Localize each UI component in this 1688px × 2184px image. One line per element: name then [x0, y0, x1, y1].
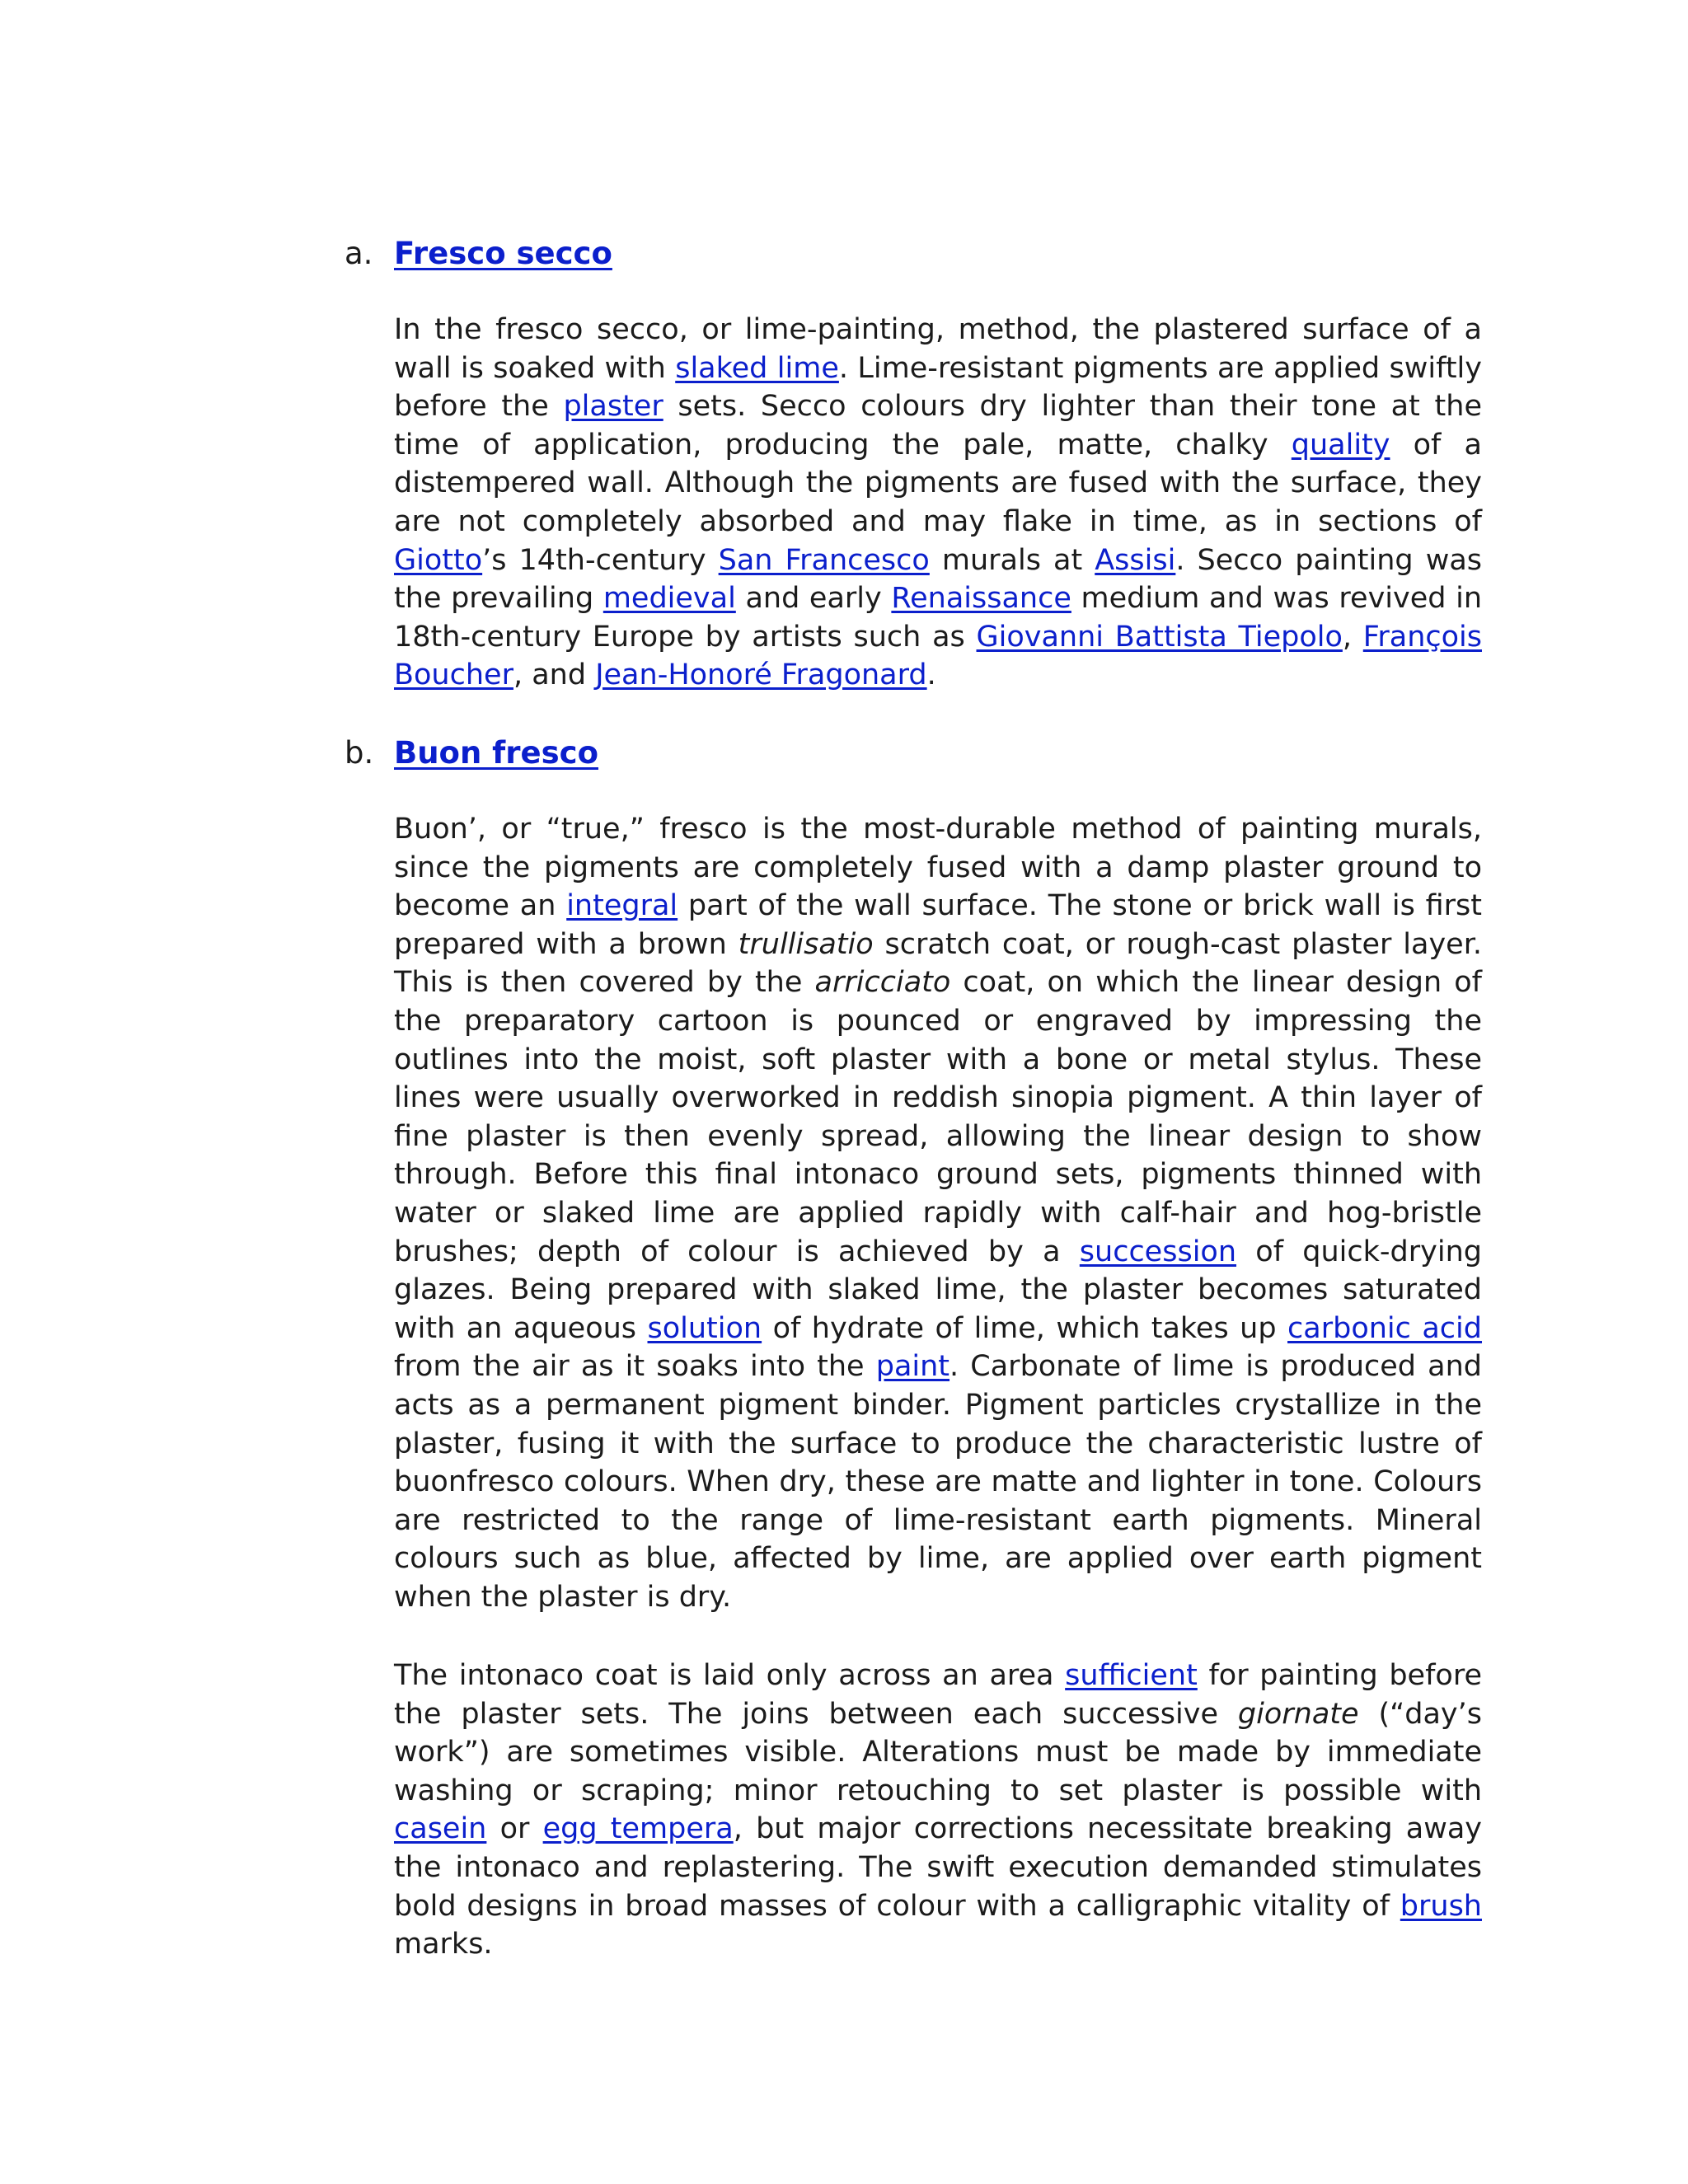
text-run: and early [735, 582, 892, 616]
list-marker: b. [345, 735, 374, 771]
text-run: , [1342, 620, 1363, 654]
text-run: . Secco painting was the prevailing [394, 543, 1483, 616]
text-run: of quick-drying glazes. Being prepared with slaked lime, the plaster becomes saturated with an aqueous [394, 1235, 1482, 1345]
inline-link[interactable]: Jean-Honoré Fragonard [595, 658, 927, 692]
text-run: In the fresco secco, or lime-painting, method, the plastered surface of a wall is soaked with [394, 313, 1482, 385]
heading-link-buon-fresco[interactable]: Buon fresco [394, 735, 598, 771]
text-run: . Lime-resistant pigments are applied swiftly before the [394, 351, 1482, 424]
inline-link[interactable]: medieval [603, 582, 736, 616]
inline-link[interactable]: Giovanni Battista Tiepolo [976, 620, 1343, 654]
italic-term: giornate [1237, 1697, 1359, 1731]
text-run: of hydrate of lime, which takes up [762, 1311, 1288, 1345]
text-run: coat, on which the linear design of the preparatory cartoon is pounced or engraved by impressing the outlines into the moist, soft plaster with a bone or metal stylus. These lines were usually overworked in reddish sinopia pigment. A thin layer of fine plaster is then evenly spread, allowing the linear design to show through. Before this final intonaco ground sets, pigments thinned with water or slaked lime are applied rapidly with calf-hair and hog-bristle brushes; depth of colour is achieved by a [394, 966, 1483, 1268]
text-run: marks. [394, 1928, 493, 1961]
list-marker: a. [345, 236, 373, 271]
paragraph-buon-fresco-1 [394, 810, 1482, 1616]
heading-link-fresco-secco[interactable]: Fresco secco [394, 236, 612, 271]
inline-link[interactable]: casein [394, 1812, 487, 1846]
text-run: scratch coat, or rough-cast plaster layer. This is then covered by the [394, 927, 1483, 1000]
text-run: ’s 14th-century [482, 543, 719, 577]
paragraph-fresco-secco [394, 311, 1482, 695]
text-run: of a distempered wall. Although the pigments are fused with the surface, they are not completely absorbed and may flake in time, as in sections of [394, 428, 1482, 538]
text-run: from the air as it soaks into the [394, 1350, 876, 1384]
inline-link[interactable]: François Boucher [394, 620, 1482, 692]
italic-term: trullisatio [738, 927, 874, 961]
text-run: , and [513, 658, 596, 692]
text-run: sets. Secco colours dry lighter than their tone at the time of application, producing the pale, matte, chalky [394, 390, 1482, 462]
inline-link[interactable]: integral [566, 889, 678, 923]
text-run: . [926, 658, 936, 692]
text-run: The intonaco coat is laid only across an area [394, 1659, 1066, 1692]
inline-link[interactable]: San Francesco [718, 543, 930, 577]
inline-link[interactable]: paint [875, 1350, 950, 1384]
inline-link[interactable]: quality [1291, 428, 1390, 462]
inline-link[interactable]: Assisi [1095, 543, 1176, 577]
paragraph-buon-fresco-2 [394, 1657, 1482, 1964]
inline-link[interactable]: solution [647, 1311, 762, 1345]
inline-link[interactable]: Renaissance [891, 582, 1071, 616]
inline-link[interactable]: slaked lime [675, 351, 839, 385]
inline-link[interactable]: brush [1400, 1889, 1482, 1923]
inline-link[interactable]: carbonic acid [1287, 1311, 1482, 1345]
text-run: , but major corrections necessitate breaking away the intonaco and replastering. The swift execution demanded stimulates bold designs in broad masses of colour with a calligraphic vitality of [394, 1812, 1482, 1923]
text-run: part of the wall surface. The stone or brick wall is first prepared with a brown [394, 889, 1482, 961]
inline-link[interactable]: egg tempera [542, 1812, 734, 1846]
text-run: or [486, 1812, 543, 1846]
italic-term: arricciato [814, 966, 951, 1000]
text-run: (“day’s work”) are sometimes visible. Alterations must be made by immediate washing or scraping; minor retouching to set plaster is possible with [394, 1697, 1482, 1807]
inline-link[interactable]: sufficient [1065, 1659, 1198, 1692]
text-run: Buon’, or “true,” fresco is the most-durable method of painting murals, since the pigments are completely fused with a damp plaster ground to become an [394, 813, 1482, 923]
inline-link[interactable]: Giotto [394, 543, 483, 577]
inline-link[interactable]: succession [1079, 1235, 1237, 1268]
text-run: medium and was revived in 18th-century Europe by artists such as [394, 582, 1483, 654]
text-run: . Carbonate of lime is produced and acts as a permanent pigment binder. Pigment particles crystallize in the plaster, fusing it with the surface to produce the characteristic lustre of buonfresco colours. When dry, these are matte and lighter in tone. Colours are restricted to the range of lime-resistant earth pigments. Mineral colours such as blue, affected by lime, are applied over earth pigment when the plaster is dry. [394, 1350, 1483, 1614]
text-run: murals at [929, 543, 1095, 577]
text-run: for painting before the plaster sets. The joins between each successive [394, 1659, 1482, 1731]
inline-link[interactable]: plaster [563, 390, 663, 424]
